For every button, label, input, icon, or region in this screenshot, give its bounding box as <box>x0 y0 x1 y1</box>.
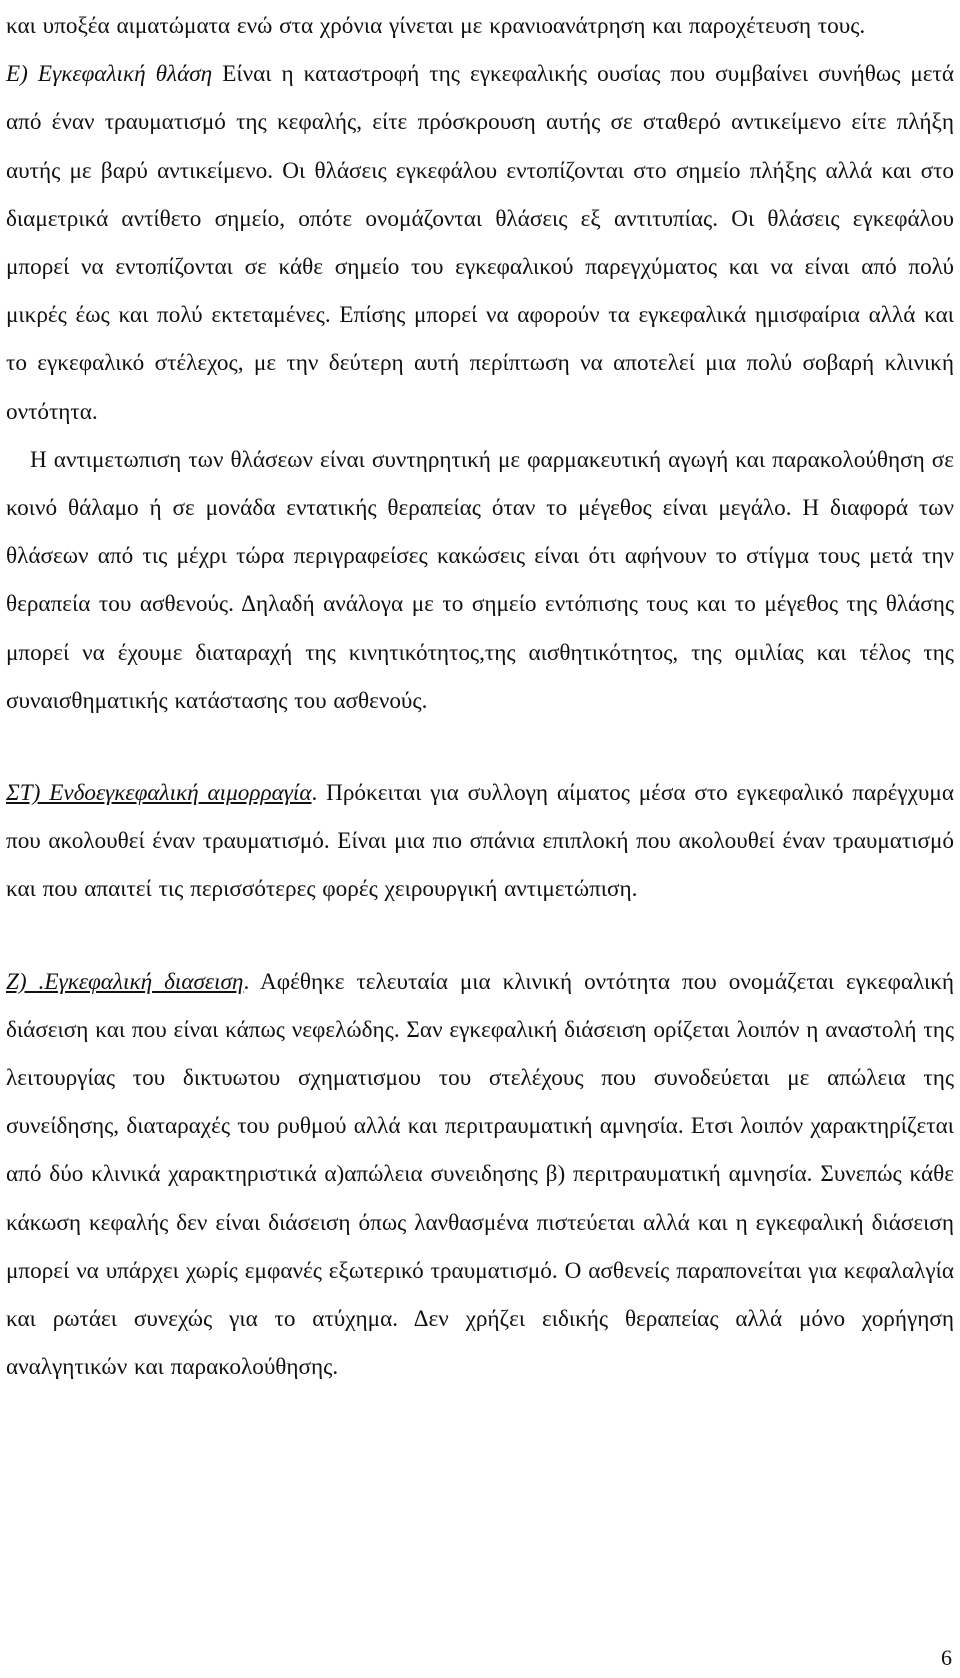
paragraph-continuation <box>6 2 954 50</box>
paragraph-continuation-text: και υποξέα αιματώματα ενώ στα χρόνια γίνεται με κρανιοανάτρηση και παροχέτευση τους. <box>6 13 866 39</box>
section-heading-concussion: Ζ) .Εγκεφαλική διασειση <box>6 968 244 995</box>
paragraph-brain-contusion <box>6 50 954 436</box>
paragraph-contusion-text: Είναι η καταστροφή της εγκεφαλικής ουσίας που συμβαίνει συνήθως μετά από έναν τραυματισμό της κεφαλής, είτε πρόσκρουση αυτής σε σταθερό αντικείμενο είτε πλήξη αυτής με βαρύ αντικείμενο. Οι θλάσεις εγκεφάλου εντοπίζονται στο σημείο πλήξης αλλά και στο διαμετρικά αντίθετο σημείο, οπότε ονομάζονται θλάσεις εξ αντιτυπίας. Οι θλάσεις εγκεφάλου μπορεί να εντοπίζονται σε κάθε σημείο του εγκεφαλικού παρεγχύματος και να είναι από πολύ μικρές έως και πολύ εκτεταμένες. Επίσης μπορεί να αφορούν τα εγκεφαλικά ημισφαίρια αλλά και το εγκεφαλικό στέλεχος, με την δεύτερη αυτή περίπτωση να αποτελεί μια πολύ σοβαρή κλινική οντότητα. <box>6 61 954 425</box>
paragraph-hemorrhage-text: . Πρόκειται για συλλογη αίματος μέσα στο εγκεφαλικό παρέγχυμα που ακολουθεί έναν τραυματισμό. Είναι μια πιο σπάνια επιπλοκή που ακολουθεί έναν τραυματισμό και που απαιτεί τις περισσότερες φορές χειρουργική αντιμετώπιση. <box>6 780 954 903</box>
page-number: 6 <box>941 1645 952 1670</box>
paragraph-concussion-text: . Αφέθηκε τελευταία μια κλινική οντότητα που ονομάζεται εγκεφαλική διάσειση και που είναι κάπως νεφελώδης. Σαν εγκεφαλική διάσειση ορίζεται λοιπόν η αναστολή της λειτουργίας του δικτυωτου σχηματισμου του στελέχους που συνοδεύεται με απώλεια της συνείδησης, διαταραχές του ρυθμού αλλά και περιτραυματική αμνησία. Ετσι λοιπόν χαρακτηρίζεται από δύο κλινικά χαρακτηριστικά α)απώλεια συνειδησης β) περιτραυματική αμνησία. Συνεπώς κάθε κάκωση κεφαλής δεν είναι διάσειση όπως λανθασμένα πιστεύεται αλλά και η εγκεφαλική διάσειση μπορεί να υπάρχει χωρίς εμφανές εξωτερικό τραυματισμό. Ο ασθενείς παραπονείται για κεφαλαλγία και ρωτάει συνεχώς για το ατύχημα. Δεν χρήζει ειδικής θεραπείας αλλά μόνο χορήγηση αναλγητικών και παρακολούθησης. <box>6 968 954 1381</box>
section-heading-contusion: Ε) Εγκεφαλική θλάση <box>6 61 213 88</box>
paragraph-contusion-treatment-text: Η αντιμετωπιση των θλάσεων είναι συντηρητική με φαρμακευτική αγωγή και παρακολούθηση σε κοινό θάλαμο ή σε μονάδα εντατικής θεραπείας όταν το μέγεθος είναι μεγάλο. Η διαφορά των θλάσεων από τις μέχρι τώρα περιγραφείσες κακώσεις είναι ότι αφήνουν το στίγμα τους μετά την θεραπεία του ασθενούς. Δηλαδή ανάλογα με το σημείο εντόπισης τους και το μέγεθος της θλάσης μπορεί να έχουμε διαταραχή της κινητικότητος,της αισθητικότητος, της ομιλίας και τέλος της συναισθηματικής κατάστασης του ασθενούς. <box>6 446 954 714</box>
section-heading-hemorrhage: ΣΤ) Ενδοεγκεφαλική αιμορραγία <box>6 780 312 807</box>
paragraph-concussion <box>6 958 954 1392</box>
paragraph-contusion-treatment <box>6 436 954 725</box>
document-body <box>6 0 954 1391</box>
paragraph-intracerebral-hemorrhage <box>6 769 954 914</box>
